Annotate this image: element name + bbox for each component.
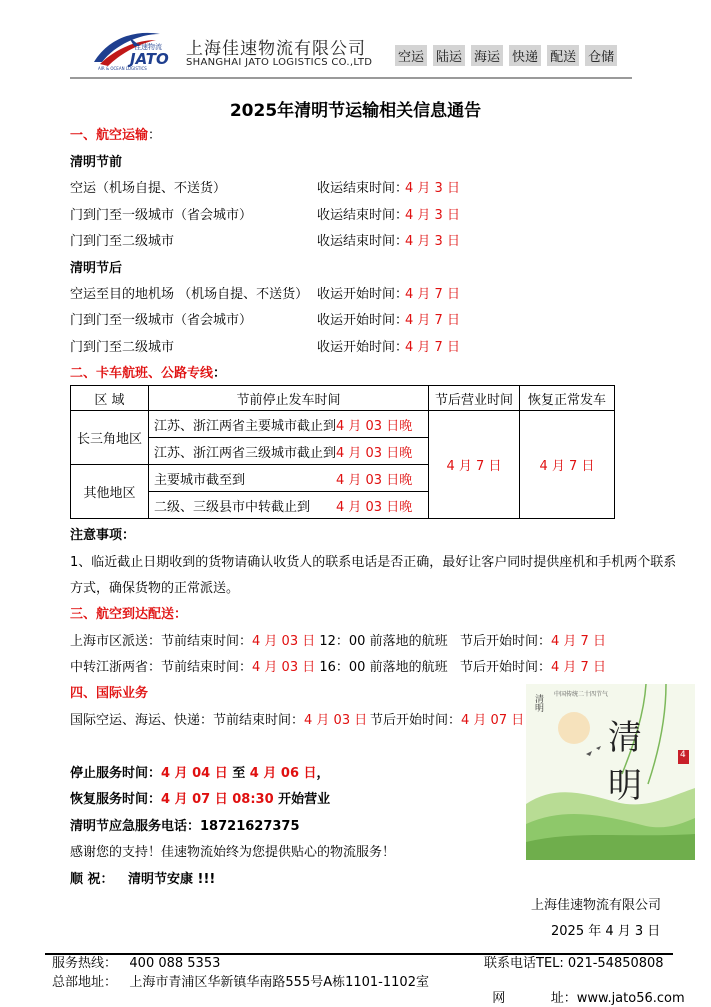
intl-after-label: 节后开始时间： — [370, 713, 462, 728]
header-resume: 恢复正常发车 — [520, 386, 615, 411]
service-nav — [395, 45, 617, 66]
footer-divider — [45, 953, 673, 955]
row-text: 二级、三级县市中转截止到 — [154, 499, 311, 515]
footer-website-label: 网 址： — [492, 991, 577, 1006]
arrival-row-1 — [70, 634, 448, 650]
section-air-heading-text: 一、航空运输 — [70, 128, 149, 143]
row-date: 4 月 03 日晚 — [336, 499, 413, 515]
section-intl-heading: 四、国际业务 — [70, 686, 149, 701]
after-date-2: 4 月 7 日 — [405, 313, 460, 328]
header-open-time: 节后营业时间 — [429, 386, 520, 411]
arrival-date: 4 月 03 日 — [252, 634, 316, 649]
open-date-cell: 4 月 7 日 — [429, 411, 520, 519]
section-truck-heading — [70, 366, 226, 382]
logo-sub-text: AIR & OCEAN LOGISTICS — [98, 66, 147, 71]
signature-date: 2025 年 4 月 3 日 — [551, 924, 661, 939]
header-divider — [70, 77, 632, 79]
footer-address: 总部地址： 上海市青浦区华新镇华南路555号A栋1101-1102室 — [52, 975, 429, 990]
arrival-after-1 — [460, 634, 606, 650]
before-label-1: 收运结束时间： — [317, 181, 409, 196]
nav-express[interactable]: 快递 — [509, 45, 541, 66]
signature-company: 上海佳速物流有限公司 — [531, 898, 662, 913]
hotline-label: 清明节应急服务电话： — [70, 819, 201, 834]
intl-label: 国际空运、海运、快递：节前结束时间： — [70, 713, 305, 728]
before-date-1: 4 月 3 日 — [405, 181, 460, 196]
after-date-3: 4 月 7 日 — [405, 340, 460, 355]
before-item-1: 空运（机场自提、不送货） — [70, 181, 227, 196]
logo-cn-text: 佳速物流 — [134, 43, 162, 51]
arrival-label: 中转江浙两省：节前结束时间： — [70, 660, 253, 675]
hotline-line — [70, 819, 300, 835]
resume-service-line — [70, 792, 330, 808]
footer-hotline: 服务热线： 400 088 5353 — [52, 956, 221, 971]
company-name-en: SHANGHAI JATO LOGISTICS CO.,LTD — [186, 57, 373, 68]
after-item-2: 门到门至一级城市（省会城市） — [70, 313, 253, 328]
stop-to: 4 月 06 日 — [249, 766, 317, 781]
after-item-3: 门到门至二级城市 — [70, 340, 175, 355]
company-logo — [90, 28, 182, 72]
row-text: 主要城市截至到 — [154, 472, 246, 488]
company-name-cn: 上海佳速物流有限公司 — [186, 39, 366, 59]
poster-char-ming: 明 — [608, 766, 642, 806]
after-label-3: 收运开始时间： — [317, 340, 409, 355]
before-label-3: 收运结束时间： — [317, 234, 409, 249]
nav-delivery[interactable]: 配送 — [547, 45, 579, 66]
table-cell-stop — [149, 492, 429, 519]
stop-service-line — [70, 766, 330, 782]
before-holiday-label: 清明节前 — [70, 155, 123, 170]
page-title: 2025年清明节运输相关信息通告 — [229, 101, 482, 121]
nav-warehouse[interactable]: 仓储 — [585, 45, 617, 66]
poster-char-qing: 清 — [608, 718, 642, 758]
section-arrival-heading: 三、航空到达配送： — [70, 607, 188, 622]
intl-row — [70, 713, 367, 729]
notes-line-2: 方式，确保货物的正常派送。 — [70, 581, 240, 596]
row-date: 4 月 03 日晚 — [336, 445, 413, 461]
arrival-date: 4 月 03 日 — [252, 660, 316, 675]
before-date-2: 4 月 3 日 — [405, 208, 460, 223]
arrival-after-label: 节后开始时间： — [460, 634, 552, 649]
header-region: 区 域 — [71, 386, 149, 411]
section-air-colon: ： — [148, 128, 162, 143]
arrival-after-2 — [460, 660, 606, 676]
before-item-2: 门到门至一级城市（省会城市） — [70, 208, 253, 223]
row-date: 4 月 03 日晚 — [336, 472, 413, 488]
arrival-after-date: 4 月 7 日 — [551, 660, 606, 675]
arrival-label: 上海市区派送：节前结束时间： — [70, 634, 253, 649]
wish-label: 顺 祝： — [70, 872, 114, 887]
region-yangtze: 长三角地区 — [71, 411, 149, 465]
nav-air[interactable]: 空运 — [395, 45, 427, 66]
after-item-1: 空运至目的地机场 （机场自提、不送货） — [70, 287, 309, 302]
nav-sea[interactable]: 海运 — [471, 45, 503, 66]
stop-to-word: 至 — [227, 766, 250, 781]
arrival-time: 12：00 前落地的航班 — [315, 634, 448, 649]
stop-end: ， — [316, 766, 330, 781]
nav-land[interactable]: 陆运 — [433, 45, 465, 66]
footer-website-link[interactable]: www.jato56.com — [576, 991, 685, 1006]
after-date-1: 4 月 7 日 — [405, 287, 460, 302]
poster-side-number: 4 — [680, 750, 686, 760]
footer-phone: 联系电话TEL: 021-54850808 — [484, 956, 664, 971]
intl-after-date: 4 月 07 日 — [461, 713, 525, 728]
poster-top-text: 中国传统二十四节气 — [554, 691, 609, 698]
before-label-2: 收运结束时间： — [317, 208, 409, 223]
section-truck-heading-text: 二、卡车航班、公路专线 — [70, 366, 214, 381]
before-date-3: 4 月 3 日 — [405, 234, 460, 249]
notes-line-1: 1、临近截止日期收到的货物请确认收货人的联系电话是否正确，最好让客户同时提供座机和手机两个联系 — [70, 555, 677, 570]
thanks-line: 感谢您的支持！佳速物流始终为您提供贴心的物流服务！ — [70, 845, 396, 860]
intl-after — [370, 713, 524, 729]
table-row — [71, 411, 615, 438]
table-cell-stop — [149, 438, 429, 465]
hotline-number: 18721627375 — [200, 819, 300, 834]
header-stop-time: 节前停止发车时间 — [149, 386, 429, 411]
stop-label: 停止服务时间： — [70, 766, 162, 781]
table-cell-stop — [149, 411, 429, 438]
notes-heading: 注意事项： — [70, 528, 136, 543]
resume-label: 恢复服务时间： — [70, 792, 162, 807]
footer-website — [484, 975, 685, 1007]
qingming-poster-image — [526, 684, 695, 860]
intl-date: 4 月 03 日 — [304, 713, 368, 728]
table-header-row — [71, 386, 615, 411]
table-cell-stop — [149, 465, 429, 492]
after-label-2: 收运开始时间： — [317, 313, 409, 328]
after-holiday-label: 清明节后 — [70, 261, 123, 276]
before-item-3: 门到门至二级城市 — [70, 234, 175, 249]
poster-side-tag: 清明 — [533, 694, 543, 712]
stop-from: 4 月 04 日 — [161, 766, 228, 781]
arrival-after-label: 节后开始时间： — [460, 660, 552, 675]
row-date: 4 月 03 日晚 — [336, 418, 413, 434]
arrival-after-date: 4 月 7 日 — [551, 634, 606, 649]
wish-line — [70, 872, 215, 888]
row-text: 江苏、浙江两省三级城市截止到 — [154, 445, 337, 461]
resume-date-cell: 4 月 7 日 — [520, 411, 615, 519]
wish-text: 清明节安康 !!! — [128, 872, 216, 887]
resume-date: 4 月 07 日 08:30 — [161, 792, 274, 807]
truck-schedule-table — [70, 385, 615, 519]
section-air-heading — [70, 128, 161, 144]
row-text: 江苏、浙江两省主要城市截止到 — [154, 418, 337, 434]
resume-end: 开始营业 — [273, 792, 331, 807]
arrival-time: 16：00 前落地的航班 — [315, 660, 448, 675]
after-label-1: 收运开始时间： — [317, 287, 409, 302]
logo-en-text: JATO — [130, 50, 169, 68]
arrival-row-2 — [70, 660, 448, 676]
section-truck-colon: ： — [213, 366, 227, 381]
region-other: 其他地区 — [71, 465, 149, 519]
